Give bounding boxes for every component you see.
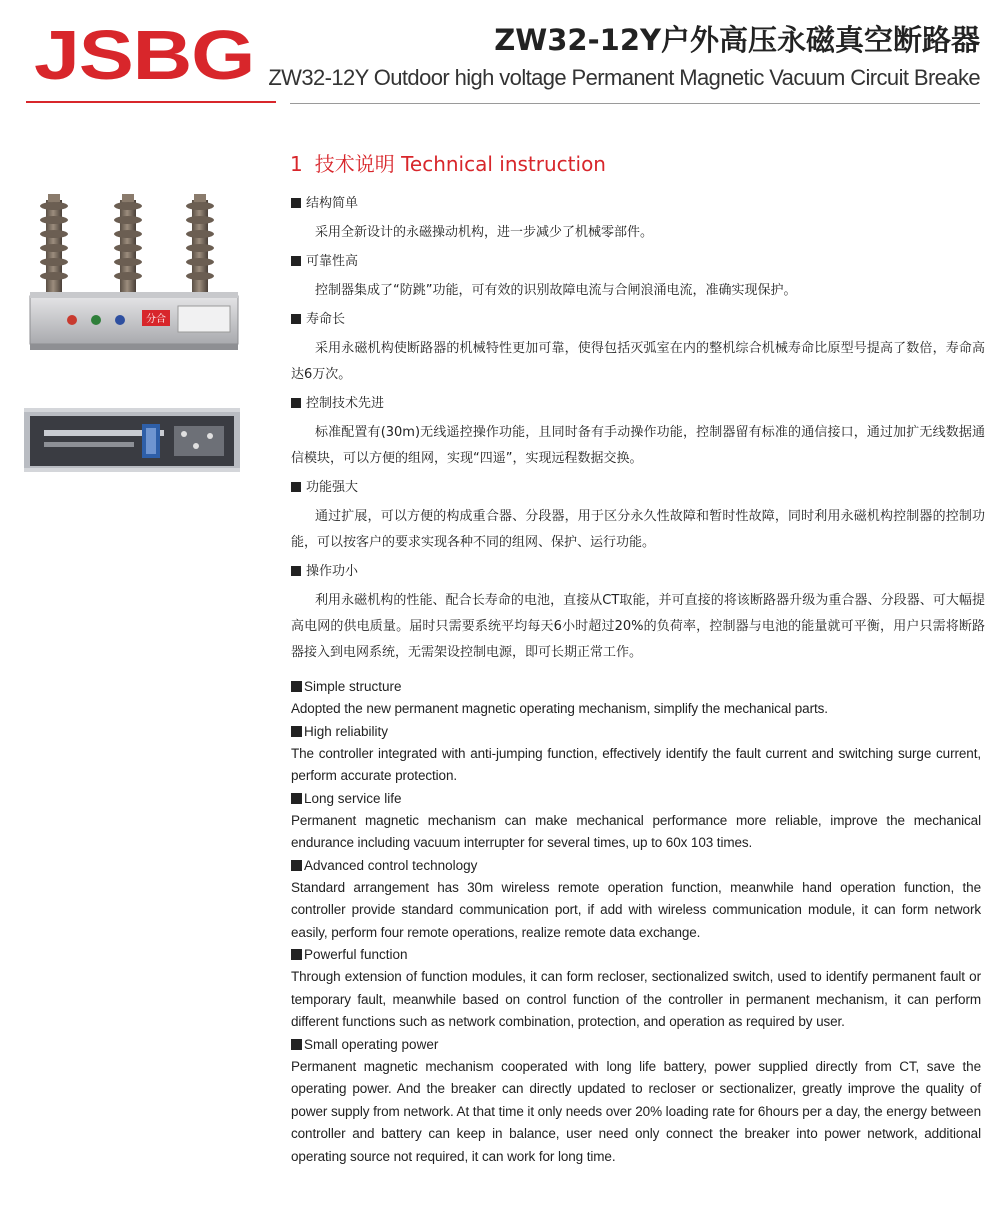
page-title-cn: ZW32-12Y户外高压永磁真空断路器	[494, 23, 980, 57]
cn-heading: 寿命长	[291, 310, 985, 330]
page-title-en: ZW32-12Y Outdoor high voltage Permanent Magnetic Vacuum Circuit Breake	[268, 65, 980, 90]
cn-paragraph: 控制器集成了“防跳”功能，可有效的识别故障电流与合闸浪涌电流，准确实现保护。	[315, 283, 797, 298]
square-bullet-icon	[291, 314, 301, 324]
en-heading: Powerful function	[291, 944, 981, 966]
logo-underline	[26, 101, 276, 103]
cn-heading: 操作功小	[291, 562, 985, 582]
square-bullet-icon	[291, 398, 301, 408]
cn-paragraph: 采用全新设计的永磁操动机构，进一步减少了机械零部件。	[315, 225, 654, 240]
en-heading: High reliability	[291, 721, 981, 743]
section-number: 1	[290, 152, 303, 176]
en-paragraph: Permanent magnetic mechanism can make mechanical performance more reliable, improve the mechanical endurance including vacuum interrupter for several times, up to 60x 103 times.	[291, 812, 981, 850]
cn-paragraph: 标准配置有(30m)无线遥控操作功能，且同时备有手动操作功能，控制器留有标准的通信接口，通过加扩无线数据通信模块，可以方便的组网，实现“四遥”，实现远程数据交换。	[291, 425, 985, 466]
en-heading: Advanced control technology	[291, 855, 981, 877]
square-bullet-icon	[291, 681, 302, 692]
square-bullet-icon	[291, 793, 302, 804]
brand-logo: JSBG	[34, 16, 255, 94]
chinese-content	[291, 194, 985, 672]
square-bullet-icon	[291, 198, 301, 208]
section-title-text: 技术说明 Technical instruction	[314, 152, 606, 176]
section-title	[290, 150, 606, 178]
en-paragraph: Permanent magnetic mechanism cooperated with long life battery, power supplied directly from CT, save the operating power. And the breaker can directly updated to recloser or sectionalizer, greatly improve the quality of power supply from network. At that time it only needs over 20% loading rate for 6hours per a day, the energy between controller and battery can keep in balance, user need only connect the breaker into power network, additional operating source not required, it can work for long time.	[291, 1058, 981, 1164]
cn-paragraph: 通过扩展，可以方便的构成重合器、分段器，用于区分永久性故障和暂时性故障，同时利用永磁机构控制器的控制功能，可以按客户的要求实现各种不同的组网、保护、运行功能。	[291, 509, 985, 550]
cn-paragraph: 利用永磁机构的性能、配合长寿命的电池，直接从CT取能，并可直接的将该断路器升级为重合器、分段器、可大幅提高电网的供电质量。届时只需要系统平均每天6小时超过20%的负荷率，控制器与电池的能量就可平衡，用户只需将断路器接入到电网系统，无需架设控制电源，即可长期正常工作。	[291, 593, 985, 660]
mechanism-interior-photo	[24, 408, 240, 472]
en-heading: Simple structure	[291, 676, 981, 698]
square-bullet-icon	[291, 566, 301, 576]
square-bullet-icon	[291, 1039, 302, 1050]
en-paragraph: Through extension of function modules, it can form recloser, sectionalized switch, used to identify permanent fault or temporary fault, meanwhile based on control function of the controller in permanent mechanism, it can perform different functions such as network combination, protection, and operation as required by user.	[291, 969, 981, 1029]
en-paragraph: Standard arrangement has 30m wireless remote operation function, meanwhile hand operation function, the controller provide standard communication port, if add with wireless communication module, it can form network easily, perform four remote operations, realize remote data exchange.	[291, 879, 981, 940]
en-paragraph: Adopted the new permanent magnetic operating mechanism, simplify the mechanical parts.	[291, 701, 828, 716]
header-divider	[290, 103, 980, 104]
en-heading: Small operating power	[291, 1034, 981, 1056]
en-paragraph: The controller integrated with anti-jumping function, effectively identify the fault current and switching surge current, perform accurate protection.	[291, 745, 981, 783]
square-bullet-icon	[291, 482, 301, 492]
square-bullet-icon	[291, 860, 302, 871]
square-bullet-icon	[291, 949, 302, 960]
en-heading: Long service life	[291, 788, 981, 810]
cn-heading: 可靠性高	[291, 252, 985, 272]
cn-heading: 控制技术先进	[291, 394, 985, 414]
cn-paragraph: 采用永磁机构使断路器的机械特性更加可靠，使得包括灭弧室在内的整机综合机械寿命比原型号提高了数倍，寿命高达6万次。	[291, 341, 985, 382]
switch-label: 分合	[146, 314, 166, 325]
cn-heading: 结构简单	[291, 194, 985, 214]
insulator-columns	[40, 194, 214, 300]
english-content	[291, 676, 981, 1168]
cn-heading: 功能强大	[291, 478, 985, 498]
square-bullet-icon	[291, 256, 301, 266]
breaker-product-photo	[24, 192, 244, 360]
square-bullet-icon	[291, 726, 302, 737]
